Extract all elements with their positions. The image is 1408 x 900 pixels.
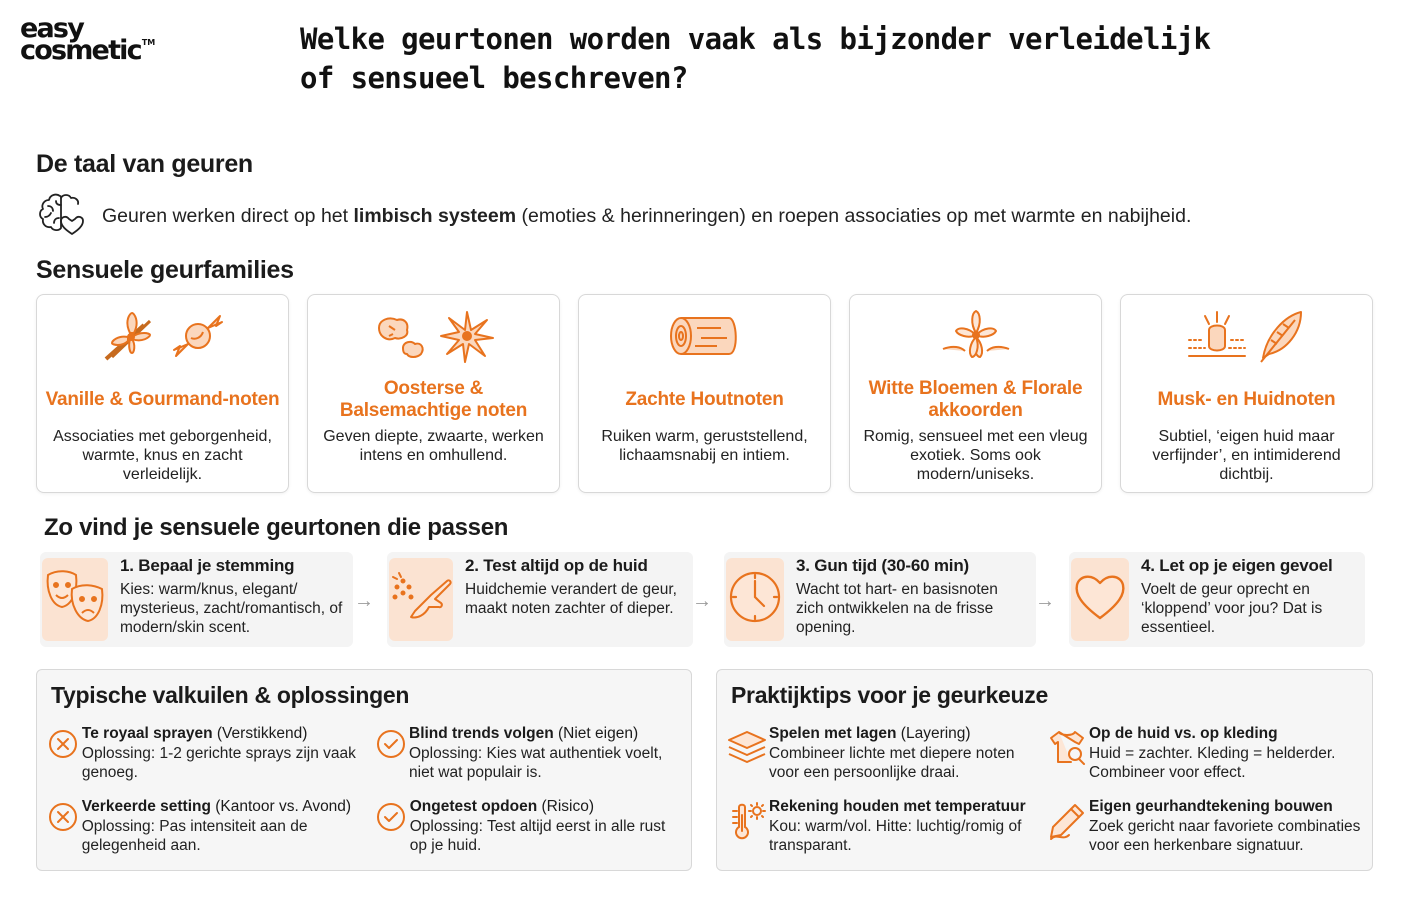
x-circle-icon (47, 728, 79, 782)
pitfall-item (375, 724, 681, 782)
family-title: Zachte Houtnoten (625, 389, 784, 410)
trademark: TM (141, 38, 156, 48)
intro-heading: De taal van geuren (36, 150, 253, 178)
tips-title: Praktijktips voor je geurkeuze (731, 682, 1048, 708)
step-arrow: → (692, 590, 712, 612)
family-desc: Subtiel, ‘eigen huid maar verfijnder’, en intimiderend dichtbij. (1152, 428, 1341, 483)
pitfall-text: Oplossing: Kies wat authentiek voelt, niet wat populair is. (409, 745, 663, 781)
star-anise-icon (439, 308, 495, 369)
step-text: Voelt de geur oprecht en ‘kloppend’ voor jou? Dat is essentieel. (1141, 581, 1323, 636)
white-flower-icon (939, 307, 1013, 370)
brand-wordmark: cosmetic (20, 35, 141, 67)
step-title: 1. Bepaal je stemming (120, 556, 295, 575)
pitfall-head (82, 797, 367, 817)
family-title: Musk- en Huidnoten (1157, 389, 1336, 410)
layers-icon (727, 728, 767, 782)
tips-panel (716, 669, 1373, 871)
tip-bold: Eigen geurhandtekening bouwen (1089, 798, 1333, 815)
spray-hand-icon (389, 567, 453, 632)
family-desc: Ruiken warm, geruststellend, lichaamsnabij en intiem. (601, 428, 808, 464)
tip-rest: (Layering) (896, 725, 971, 742)
shirt-search-icon (1047, 728, 1087, 782)
tip-item (1047, 724, 1369, 782)
tip-text: Zoek gericht naar favoriete combinaties voor een herkenbare signatuur. (1089, 818, 1361, 854)
step-title: 4. Let op je eigen gevoel (1141, 556, 1333, 575)
family-desc: Geven diepte, zwaarte, werken intens en omhullend. (323, 428, 544, 464)
page-title: Welke geurtonen worden vaak als bijzonder verleidelijk of sensueel beschreven? (300, 22, 1211, 95)
pitfall-head (409, 724, 681, 744)
tip-item (1047, 797, 1371, 855)
tip-bold: Spelen met lagen (769, 725, 897, 742)
step-4 (1069, 552, 1365, 647)
pitfall-rest: (Risico) (537, 798, 595, 815)
family-card-vanille (36, 294, 289, 493)
pitfalls-panel (36, 669, 692, 871)
tip-bold: Op de huid vs. op kleding (1089, 725, 1278, 742)
pitfall-text: Oplossing: Pas intensiteit aan de gelegenheid aan. (81, 818, 308, 854)
tip-item (727, 797, 1045, 855)
intro-text-post: (emoties & herinneringen) en roepen associaties op met warmte en nabijheid. (516, 205, 1192, 227)
step-title: 2. Test altijd op de huid (465, 556, 648, 575)
tip-head (769, 797, 1045, 817)
thermometer-sun-icon (727, 801, 767, 855)
check-circle-icon (375, 728, 407, 782)
step-1 (40, 552, 353, 647)
step-text: Huidchemie verandert de geur, maakt noten zachter of dieper. (465, 581, 677, 617)
step-text: Kies: warm/knus, elegant/ mysterieus, zacht/romantisch, of modern/skin scent. (120, 581, 343, 636)
candy-icon (170, 308, 226, 369)
family-title: Oosterse & Balsemachtige noten (339, 378, 528, 421)
x-circle-icon (47, 801, 79, 855)
family-card-oosterse (307, 294, 560, 493)
clock-icon (726, 568, 784, 631)
family-card-bloemen (849, 294, 1102, 493)
pitfall-item (47, 724, 357, 782)
families-heading: Sensuele geurfamilies (36, 256, 294, 284)
steps-heading: Zo vind je sensuele geurtonen die passen (44, 514, 509, 541)
feather-icon (1255, 308, 1307, 369)
tip-head (1089, 724, 1369, 744)
family-desc: Romig, sensueel met een vleug exotiek. Soms ook modern/uniseks. (863, 428, 1088, 483)
vanilla-flower-icon (100, 307, 162, 370)
tip-text: Huid = zachter. Kleding = helderder. Combineer voor effect. (1089, 745, 1336, 781)
tip-head (769, 724, 1043, 744)
family-title: Witte Bloemen & Florale akkoorden (868, 378, 1083, 421)
families-row (36, 294, 1373, 493)
pitfall-text: Oplossing: 1-2 gerichte sprays zijn vaak genoeg. (81, 745, 356, 781)
brand-logo (20, 13, 156, 67)
pitfalls-title: Typische valkuilen & oplossingen (51, 682, 410, 708)
pitfall-bold: Ongetest opdoen (409, 798, 538, 815)
pitfall-head (82, 724, 357, 744)
brain-heart-icon (36, 190, 92, 243)
steps-row (40, 552, 1365, 647)
family-card-musk (1120, 294, 1373, 493)
check-circle-icon (375, 801, 407, 855)
theater-masks-icon (42, 567, 108, 632)
tip-bold: Rekening houden met temperatuur (769, 798, 1026, 815)
tip-head (1089, 797, 1371, 817)
pitfall-rest: (Kantoor vs. Avond) (210, 798, 352, 815)
resin-icon (373, 310, 431, 367)
pitfall-bold: Te royaal sprayen (81, 725, 213, 742)
brand-line-2 (20, 35, 156, 67)
heart-icon (1071, 570, 1129, 629)
intro-text-bold: limbisch systeem (353, 205, 517, 227)
intro-text (102, 205, 1191, 228)
pitfall-rest: (Niet eigen) (553, 725, 639, 742)
intro-row (36, 190, 1191, 243)
step-text: Wacht tot hart- en basisnoten zich ontwikkelen na de frisse opening. (796, 581, 998, 636)
pitfall-bold: Blind trends volgen (409, 725, 554, 742)
step-arrow: → (354, 590, 374, 612)
tip-text: Kou: warm/vol. Hitte: luchtig/romig of transparant. (769, 818, 1022, 854)
pitfall-text: Oplossing: Test altijd eerst in alle rust op je huid. (409, 818, 666, 854)
family-desc: Associaties met geborgenheid, warmte, knus en zacht verleidelijk. (53, 428, 272, 483)
pitfall-bold: Verkeerde setting (81, 798, 211, 815)
skin-icon (1187, 308, 1247, 369)
wood-log-icon (667, 308, 743, 369)
tip-text: Combineer lichte met diepere noten voor een persoonlijke draai. (769, 745, 1015, 781)
pen-icon (1047, 801, 1087, 855)
pitfall-rest: (Verstikkend) (212, 725, 308, 742)
pitfall-item (47, 797, 367, 855)
intro-text-pre: Geuren werken direct op het (102, 205, 354, 227)
step-arrow: → (1035, 590, 1055, 612)
family-title: Vanille & Gourmand-noten (45, 389, 280, 410)
step-title: 3. Gun tijd (30-60 min) (796, 556, 969, 575)
step-2 (387, 552, 693, 647)
family-card-hout (578, 294, 831, 493)
pitfall-head (410, 797, 681, 817)
pitfall-item (375, 797, 681, 855)
step-3 (724, 552, 1036, 647)
brand-line-1: easy (20, 13, 84, 44)
tip-item (727, 724, 1043, 782)
